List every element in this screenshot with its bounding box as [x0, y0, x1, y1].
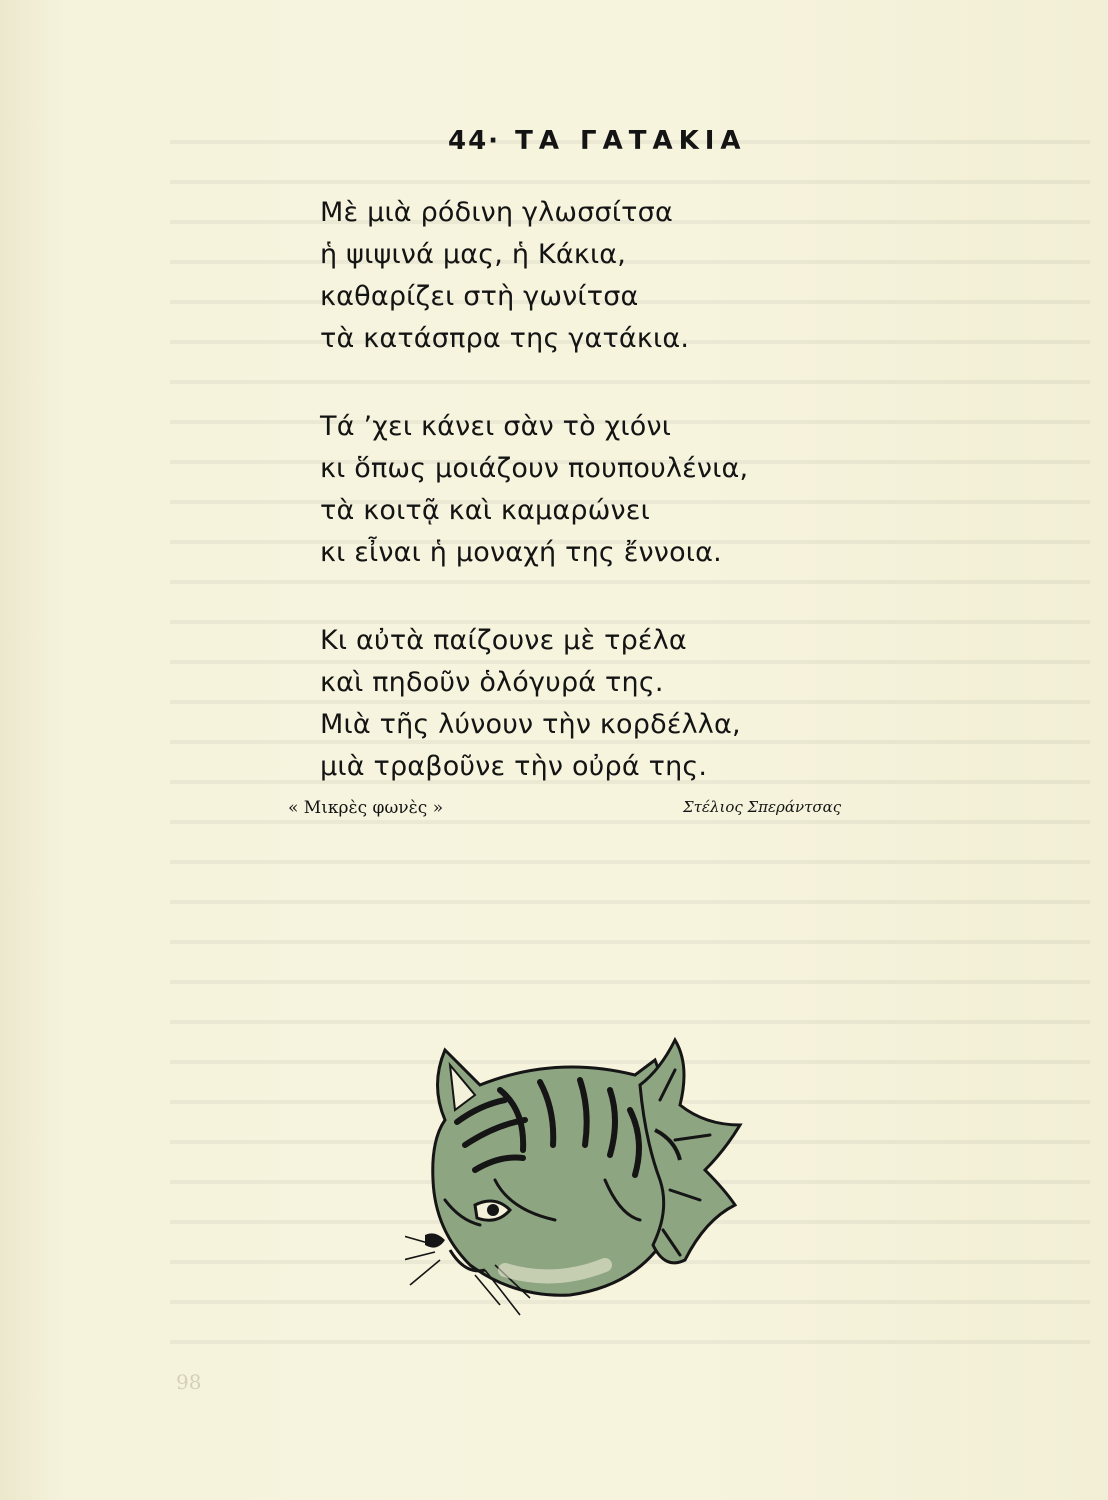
poem-line: Μιὰ τῆς λύνουν τὴν κορδέλλα,: [320, 709, 741, 740]
poem-line: Μὲ μιὰ ρόδινη γλωσσίτσα: [320, 197, 673, 228]
poem-line: κι εἶναι ἡ μοναχή της ἔννοια.: [320, 537, 722, 568]
poem-line: τὰ κατάσπρα της γατάκια.: [320, 323, 690, 354]
poem-source: « Μικρὲς φωνὲς »: [288, 798, 444, 818]
poem-line: καὶ πηδοῦν ὁλόγυρά της.: [320, 667, 664, 698]
poem-heading: [448, 126, 747, 156]
stanza: [320, 406, 748, 574]
poem-line: κι ὅπως μοιάζουν πουπουλένια,: [320, 453, 749, 484]
stanza: [320, 192, 748, 360]
poem-line: καθαρίζει στὴ γωνίτσα: [320, 281, 639, 312]
poem-line: Τά ’χει κάνει σὰν τὸ χιόνι: [320, 411, 672, 442]
poem-title: ΤΑ ΓΑΤΑΚΙΑ: [515, 126, 747, 156]
poem-line: ἡ ψιψινά μας, ἡ Κάκια,: [320, 239, 627, 270]
poem-number: 44·: [448, 126, 501, 156]
poem-author: Στέλιος Σπεράντσας: [683, 798, 842, 816]
kitten-with-bow-icon: [405, 1030, 775, 1330]
kitten-head: [405, 1050, 679, 1315]
poem-line: τὰ κοιτᾷ καὶ καμαρώνει: [320, 495, 650, 526]
poem-line: Κι αὐτὰ παίζουνε μὲ τρέλα: [320, 625, 687, 656]
stanza: [320, 620, 748, 788]
poem-line: μιὰ τραβοῦνε τὴν οὐρά της.: [320, 751, 708, 782]
bleed-through-page-number: 98: [176, 1370, 202, 1394]
poem-body: [320, 192, 748, 834]
